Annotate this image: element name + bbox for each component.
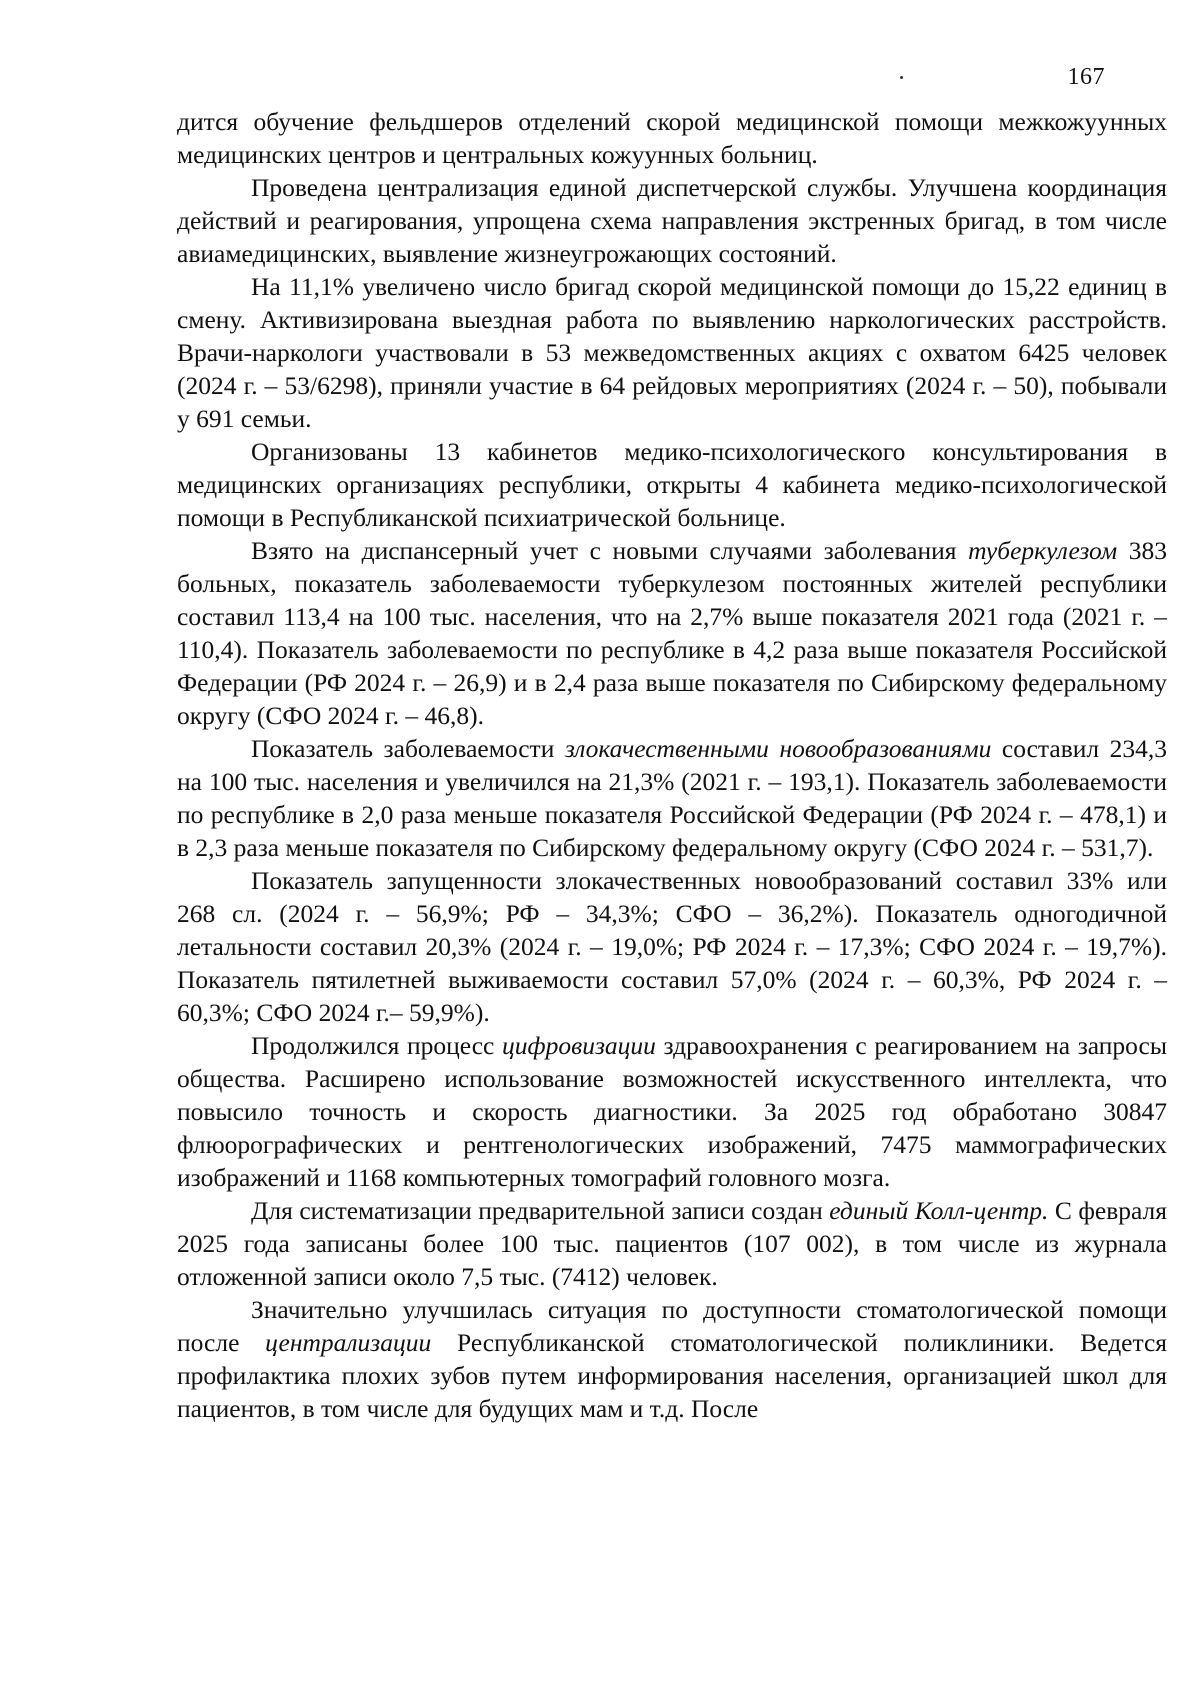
paragraph-6: [177, 732, 1167, 864]
paragraph-9-run-1: Для систематизации предварительной записи создан: [251, 1196, 830, 1225]
paragraph-1-run-1: дится обучение фельдшеров отделений скорой медицинской помощи межкожуунных медицинских центров и центральных кожуунных больниц.: [177, 107, 1167, 169]
paragraph-4: [177, 435, 1167, 534]
paragraph-5-run-1: Взято на диспансерный учет с новыми случаями заболевания: [251, 536, 969, 565]
paragraph-5-run-2-italic: туберкулезом: [968, 536, 1118, 565]
paragraph-8-run-3: здравоохранения с реагированием на запросы общества. Расширено использование возможностей искусственного интеллекта, что повысило точность и скорость диагностики. За 2025 год обработано 30847 флюорографических и рентгенологических изображений, 7475 маммографических изображений и 1168 компьютерных томографий головного мозга.: [177, 1031, 1167, 1192]
paragraph-10: [177, 1293, 1167, 1425]
paragraph-6-run-2-italic: злокачественными новообразованиями: [564, 734, 992, 763]
paragraph-8: [177, 1029, 1167, 1194]
scan-speck: [900, 76, 903, 79]
paragraph-8-run-1: Продолжился процесс: [251, 1031, 503, 1060]
paragraph-9-run-2-italic: единый Колл-центр.: [829, 1196, 1049, 1225]
paragraph-9-run-3: С февраля 2025 года записаны более 100 тыс. пациентов (107 002), в том числе из журнала отложенной записи около 7,5 тыс. (7412) человек.: [177, 1196, 1167, 1291]
paragraph-4-run-1: Организованы 13 кабинетов медико-психологического консультирования в медицинских организациях республики, открыты 4 кабинета медико-психологической помощи в Республиканской психиатрической больнице.: [177, 437, 1167, 532]
page-number: 167: [1067, 64, 1105, 90]
paragraph-7: [177, 864, 1167, 1029]
paragraph-10-run-2-italic: централизации: [265, 1328, 432, 1357]
paragraph-10-run-3: Республиканской стоматологической поликлиники. Ведется профилактика плохих зубов путем информирования населения, организацией школ для пациентов, в том числе для будущих мам и т.д. После: [177, 1328, 1167, 1423]
paragraph-8-run-2-italic: цифровизации: [502, 1031, 656, 1060]
paragraph-7-run-1: Показатель запущенности злокачественных новообразований составил 33% или 268 сл. (2024 г. – 56,9%; РФ – 34,3%; СФО – 36,2%). Показатель одногодичной летальности составил 20,3% (2024 г. – 19,0%; РФ 2024 г. – 17,3%; СФО 2024 г. – 19,7%). Показатель пятилетней выживаемости составил 57,0% (2024 г. – 60,3%, РФ 2024 г. – 60,3%; СФО 2024 г.– 59,9%).: [177, 866, 1167, 1027]
paragraph-10-run-1: Значительно улучшилась ситуация по доступности стоматологической помощи после: [177, 1295, 1167, 1357]
paragraph-6-run-3: составил 234,3 на 100 тыс. населения и увеличился на 21,3% (2021 г. – 193,1). Показатель заболеваемости по республике в 2,0 раза меньше показателя Российской Федерации (РФ 2024 г. – 478,1) и в 2,3 раза меньше показателя по Сибирскому федеральному округу (СФО 2024 г. – 531,7).: [177, 734, 1168, 862]
paragraph-6-run-1: Показатель заболеваемости: [251, 734, 565, 763]
paragraph-1: [177, 105, 1167, 171]
paragraph-5-run-3: 383 больных, показатель заболеваемости туберкулезом постоянных жителей республики составил 113,4 на 100 тыс. населения, что на 2,7% выше показателя 2021 года (2021 г. – 110,4). Показатель заболеваемости по республике в 4,2 раза выше показателя Российской Федерации (РФ 2024 г. – 26,9) и в 2,4 раза выше показателя по Сибирскому федеральному округу (СФО 2024 г. – 46,8).: [177, 536, 1167, 730]
paragraph-3: [177, 270, 1167, 435]
paragraph-3-run-1: На 11,1% увеличено число бригад скорой медицинской помощи до 15,22 единиц в смену. Активизирована выездная работа по выявлению наркологических расстройств. Врачи-наркологи участвовали в 53 межведомственных акциях с охватом 6425 человек (2024 г. – 53/6298), приняли участие в 64 рейдовых мероприятиях (2024 г. – 50), побывали у 691 семьи.: [177, 272, 1167, 433]
paragraph-2: [177, 171, 1167, 270]
paragraph-9: [177, 1194, 1167, 1293]
body-text: [177, 105, 1167, 1425]
paragraph-5: [177, 534, 1167, 732]
paragraph-2-run-1: Проведена централизация единой диспетчерской службы. Улучшена координация действий и реагирования, упрощена схема направления экстренных бригад, в том числе авиамедицинских, выявление жизнеугрожающих состояний.: [177, 173, 1167, 268]
